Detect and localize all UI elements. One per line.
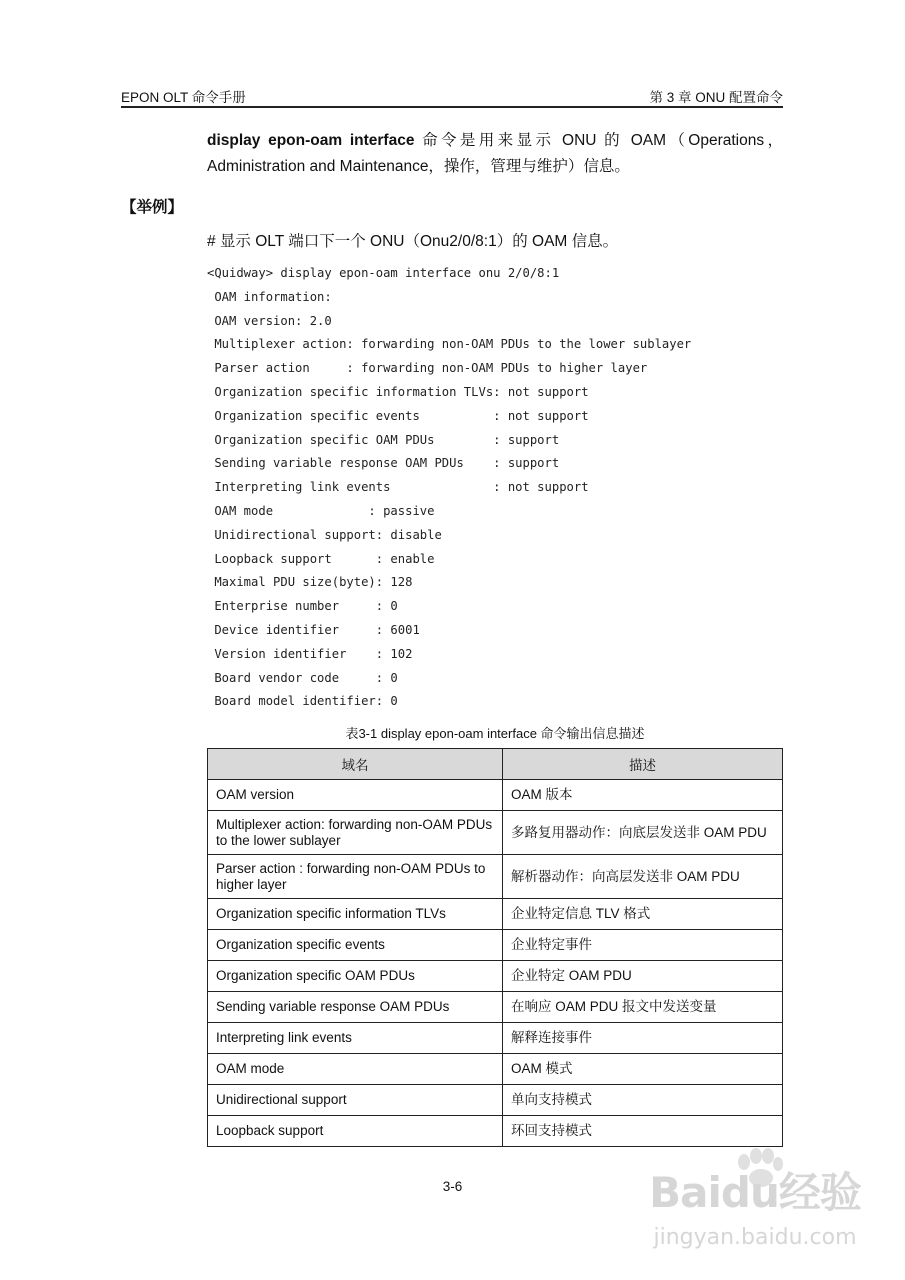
field-name: Organization specific events: [208, 930, 503, 961]
header-chapter-title: 第 3 章 ONU 配置命令: [649, 90, 783, 105]
table-row: [208, 1054, 783, 1085]
field-name: Parser action : forwarding non-OAM PDUs to higher layer: [208, 855, 503, 899]
header-description: 描述: [503, 749, 783, 780]
page-header: [121, 86, 783, 108]
table-row: [208, 1085, 783, 1116]
table-row: [208, 992, 783, 1023]
table-header-row: [208, 749, 783, 780]
table-row: [208, 961, 783, 992]
field-name: OAM mode: [208, 1054, 503, 1085]
watermark-url: jingyan.baidu.com: [653, 1225, 857, 1250]
table-row: [208, 1023, 783, 1054]
table-row: [208, 899, 783, 930]
field-name: Interpreting link events: [208, 1023, 503, 1054]
field-description: 企业特定事件: [503, 930, 783, 961]
field-description: 企业特定信息 TLV 格式: [503, 899, 783, 930]
table-row: [208, 811, 783, 855]
field-description: 单向支持模式: [503, 1085, 783, 1116]
field-name: Organization specific information TLVs: [208, 899, 503, 930]
command-description: 命令是用来显示 ONU 的 OAM（Operations，Administration and Maintenance，操作，管理与维护）信息。: [207, 132, 784, 175]
field-description: 多路复用器动作：向底层发送非 OAM PDU: [503, 811, 783, 855]
example-description: # 显示 OLT 端口下一个 ONU（Onu2/0/8:1）的 OAM 信息。: [207, 233, 619, 250]
field-description: OAM 模式: [503, 1054, 783, 1085]
field-description: 企业特定 OAM PDU: [503, 961, 783, 992]
command-name: display epon-oam interface: [207, 132, 415, 149]
header-manual-title: EPON OLT 命令手册: [121, 90, 246, 105]
field-description: 解析器动作：向高层发送非 OAM PDU: [503, 855, 783, 899]
table-row: [208, 855, 783, 899]
table-row: [208, 1116, 783, 1147]
table-row: [208, 780, 783, 811]
table-caption: 表3-1 display epon-oam interface 命令输出信息描述: [345, 726, 645, 741]
page-number: 3-6: [442, 1179, 463, 1194]
field-description: 解释连接事件: [503, 1023, 783, 1054]
field-description: 在响应 OAM PDU 报文中发送变量: [503, 992, 783, 1023]
field-description: 环回支持模式: [503, 1116, 783, 1147]
field-name: Organization specific OAM PDUs: [208, 961, 503, 992]
field-name: Multiplexer action: forwarding non-OAM PDUs to the lower sublayer: [208, 811, 503, 855]
field-name: Sending variable response OAM PDUs: [208, 992, 503, 1023]
field-description-table: [207, 748, 783, 1147]
watermark-logo: Baidu经验: [649, 1168, 861, 1217]
table-row: [208, 930, 783, 961]
code-example: <Quidway> display epon-oam interface onu 2/0/8:1 OAM information: OAM version: 2.0 Multiplexer action: forwarding non-OAM PDUs to the lower sublayer Parser action : forwarding non-OAM PDUs to higher layer Organization specific information TLVs: not support Organization specific events : not support Organization specific OAM PDUs : support Sending variable response OAM PDUs : support Interpreting link events : not support OAM mode : passive Unidirectional support: disable Loopback support : enable Maximal PDU size(byte): 128 Enterprise number : 0 Device identifier : 6001 Version identifier : 102 Board vendor code : 0 Board model identifier: 0: [207, 266, 692, 709]
field-description: OAM 版本: [503, 780, 783, 811]
example-heading: 【举例】: [121, 199, 184, 216]
command-intro: [207, 128, 783, 180]
field-name: Loopback support: [208, 1116, 503, 1147]
watermark: [640, 1150, 870, 1270]
header-field-name: 域名: [208, 749, 503, 780]
field-name: OAM version: [208, 780, 503, 811]
field-name: Unidirectional support: [208, 1085, 503, 1116]
